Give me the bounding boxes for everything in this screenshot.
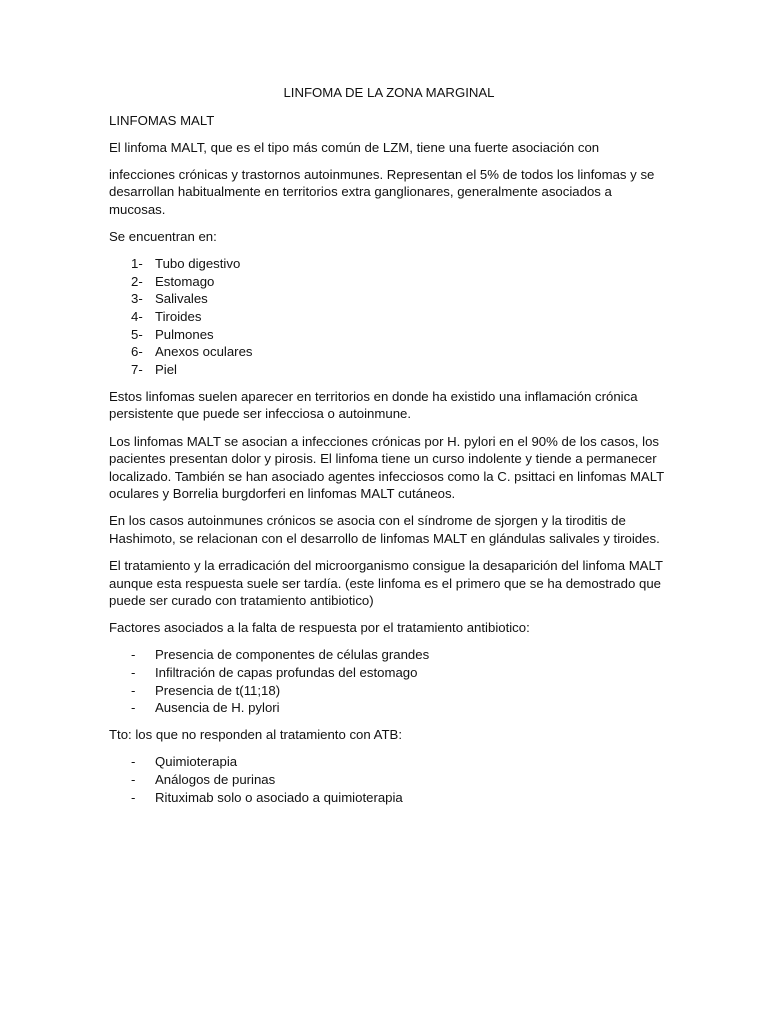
list-item [109,699,669,717]
treatments-list [109,753,669,806]
list-item-text: Infiltración de capas profundas del estomago [155,665,418,681]
paragraph-associations: infecciones crónicas y trastornos autoinmunes. Representan el 5% de todos los linfomas y se desarrollan habitualmente en territorios extra ganglionares, generalmente asociados a mucosas. [109,166,655,217]
list-item-text: Anexos oculares [155,344,253,360]
list-item [109,255,669,273]
list-item [109,789,669,807]
list-item [109,682,669,700]
list-marker: - [131,647,136,663]
section-heading: LINFOMAS MALT [109,112,215,128]
list-item [109,308,669,326]
list-item [109,343,669,361]
list-item-text: Presencia de t(11;18) [155,682,281,698]
paragraph-factors-intro: Factores asociados a la falta de respuesta por el tratamiento antibiotico: [109,620,530,636]
list-item-text: Rituximab solo o asociado a quimioterapia [155,789,403,805]
list-item-text: Tubo digestivo [155,256,241,272]
list-marker: - [131,789,136,805]
paragraph-infections: Los linfomas MALT se asocian a infecciones crónicas por H. pylori en el 90% de los casos, los pacientes presentan dolor y pirosis. El linfoma tiene un curso indolente y tiende a permanecer localizado. También se han asociado agentes infecciosos como la C. psittaci en linfomas MALT oculares y Borrelia burgdorferi en linfomas MALT cutáneos. [109,433,664,502]
document-title: LINFOMA DE LA ZONA MARGINAL [283,85,495,100]
list-item-text: Pulmones [155,326,214,342]
paragraph-treatment: El tratamiento y la erradicación del microorganismo consigue la desaparición del linfoma MALT aunque esta respuesta suele ser tardía. (este linfoma es el primero que se ha demostrado que puede ser curado con tratamiento antibiotico) [109,558,663,609]
paragraph-autoimmune: En los casos autoinmunes crónicos se asocia con el síndrome de sjorgen y la tiroditis de Hashimoto, se relacionan con el desarrollo de linfomas MALT en glándulas salivales y tiroides. [109,513,660,546]
list-item-text: Piel [155,361,177,377]
list-item-text: Tiroides [155,308,202,324]
list-marker: 5- [131,326,143,342]
list-marker: 3- [131,291,143,307]
list-marker: 4- [131,308,143,324]
list-marker: 1- [131,256,143,272]
list-item-text: Análogos de purinas [155,772,276,787]
list-marker: 2- [131,273,143,289]
list-item [109,753,669,771]
list-marker: - [131,700,136,716]
list-item [109,646,669,664]
factors-list [109,646,669,716]
locations-list [109,255,669,378]
paragraph-locations-intro: Se encuentran en: [109,229,217,245]
list-item [109,664,669,682]
list-item [109,361,669,379]
list-marker: - [131,754,136,770]
paragraph-intro: El linfoma MALT, que es el tipo más común de LZM, tiene una fuerte asociación con [109,139,600,155]
list-item-text: Presencia de componentes de células grandes [155,647,430,663]
list-item-text: Estomago [155,273,215,289]
document-page [109,84,669,816]
list-item [109,771,669,789]
list-marker: 7- [131,361,143,377]
list-marker: 6- [131,344,143,360]
list-marker: - [131,665,136,681]
list-item [109,290,669,308]
list-item [109,273,669,291]
list-item-text: Salivales [155,291,208,307]
list-marker: - [131,682,136,698]
paragraph-treatment-intro: Tto: los que no responden al tratamiento con ATB: [109,727,402,743]
list-item-text: Quimioterapia [155,754,238,770]
list-item [109,326,669,344]
paragraph-chronic-inflammation: Estos linfomas suelen aparecer en territorios en donde ha existido una inflamación crónica persistente que puede ser infecciosa o autoinmune. [109,388,638,422]
list-item-text: Ausencia de H. pylori [155,700,280,716]
list-marker: - [131,772,136,787]
